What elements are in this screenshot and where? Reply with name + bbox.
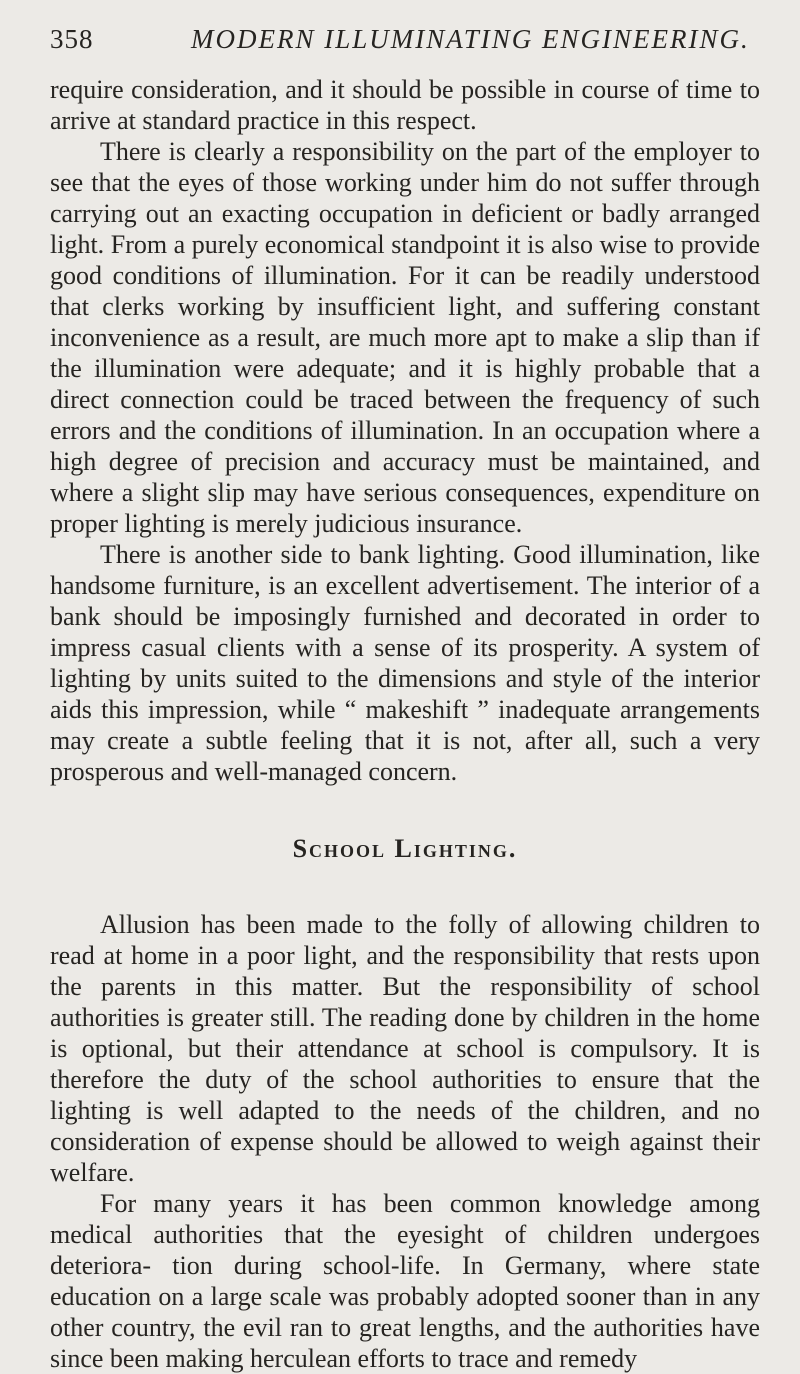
paragraph-continuation: require consideration, and it should be possible in course of time to arrive at standard practice in this respect. — [50, 75, 760, 135]
paragraph-bank-lighting: There is another side to bank lighting. Good illumination, like handsome furniture, is an excellent advertisement. The interior of a bank should be imposingly furnished and decorated in order to impress casual clients with a sense of its prosperity. A system of lighting by units suited to the dimensions and style of the interior aids this impression, while “ makeshift ” inadequate arrangements may create a subtle feeling that it is not, after all, such a very prosperous and well-managed concern. — [50, 540, 760, 786]
paragraph-employer-responsibility: There is clearly a responsibility on the part of the employer to see that the eyes of those working under him do not suffer through carrying out an exacting occupation in deficient or badly arranged light. From a purely economical standpoint it is also wise to provide good conditions of illumination. For it can be readily understood that clerks working by insufficient light, and suffering constant inconvenience as a result, are much more apt to make a slip than if the illumination were adequate; and it is highly probable that a direct connection could be traced between the frequency of such errors and the conditions of illumination. In an occupation where a high degree of precision and accuracy must be maintained, and where a slight slip may have serious consequences, expenditure on proper lighting is merely judicious insurance. — [50, 137, 760, 538]
running-head — [50, 18, 760, 78]
section-heading: School Lighting. — [292, 834, 518, 863]
running-title: MODERN ILLUMINATING ENGINEERING. — [191, 24, 750, 54]
paragraph-eyesight: For many years it has been common knowledge among medical authorities that the eyesight of children undergoes deteriora- tion during school-life. In Germany, where state education on a large scale was probably adopted sooner than in any other country, the evil ran to great lengths, and the authorities have since been making herculean efforts to trace and remedy — [50, 1189, 760, 1373]
page-number: 358 — [50, 24, 94, 54]
paragraph-school-responsibility: Allusion has been made to the folly of allowing children to read at home in a poor light, and the responsibility that rests upon the parents in this matter. But the responsibility of school authorities is greater still. The reading done by children in the home is optional, but their attendance at school is compulsory. It is therefore the duty of the school authorities to ensure that the lighting is well adapted to the needs of the children, and no consideration of expense should be allowed to weigh against their welfare. — [50, 910, 760, 1187]
body-text — [50, 74, 760, 1374]
